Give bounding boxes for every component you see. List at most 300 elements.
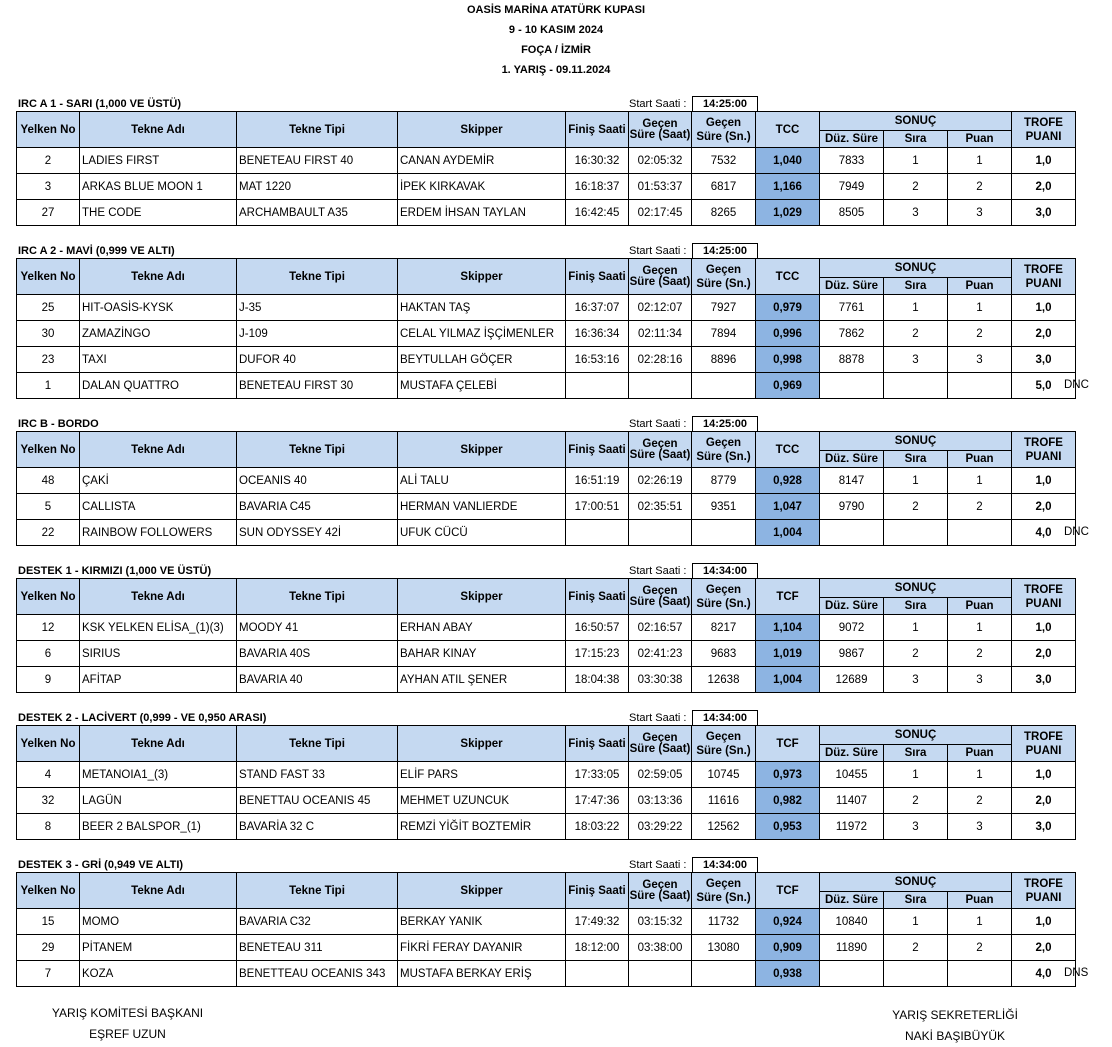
cell-gecen-sure-saat: 02:05:32	[629, 148, 692, 174]
cell-yelken-no: 5	[17, 494, 80, 520]
committee-signature	[30, 1003, 225, 1045]
cell-trofe-puani: 1,0	[1012, 762, 1076, 788]
cell-sira: 3	[884, 200, 948, 226]
cell-duz-sure: 7862	[820, 321, 884, 347]
cell-tekne-adi: HIT-OASİS-KYSK	[80, 295, 237, 321]
cell-tekne-tipi: STAND FAST 33	[237, 762, 398, 788]
col-sonuc: SONUÇ	[820, 432, 1012, 451]
cell-gecen-sure-sn: 13080	[692, 935, 756, 961]
cell-trofe-puani: 2,0	[1012, 321, 1076, 347]
cell-skipper: UFUK CÜCÜ	[398, 520, 566, 546]
cell-trofe-puani: 2,0	[1012, 788, 1076, 814]
cell-sira: 2	[884, 174, 948, 200]
cell-duz-sure: 8505	[820, 200, 884, 226]
col-yelken-no: Yelken No	[17, 259, 80, 295]
cell-gecen-sure-saat: 02:41:23	[629, 641, 692, 667]
cell-tekne-adi: LAGÜN	[80, 788, 237, 814]
col-duz-sure: Düz. Süre	[820, 451, 884, 468]
cell-tekne-adi: DALAN QUATTRO	[80, 373, 237, 399]
col-finis-saati: Finiş Saati	[566, 432, 629, 468]
col-gecen-sure-sn: Geçen Süre (Sn.)	[692, 112, 756, 148]
cell-duz-sure: 12689	[820, 667, 884, 693]
col-gecen-sure-sn: Geçen Süre (Sn.)	[692, 873, 756, 909]
cell-gecen-sure-sn	[692, 373, 756, 399]
cell-skipper: REMZİ YİĞİT BOZTEMİR	[398, 814, 566, 840]
cell-puan	[948, 520, 1012, 546]
committee-name: EŞREF UZUN	[89, 1027, 166, 1041]
col-sira: Sıra	[884, 598, 948, 615]
cell-duz-sure: 7833	[820, 148, 884, 174]
cell-finis-saati: 17:49:32	[566, 909, 629, 935]
cell-gecen-sure-saat	[629, 961, 692, 987]
col-tekne-tipi: Tekne Tipi	[237, 112, 398, 148]
col-tekne-adi: Tekne Adı	[80, 726, 237, 762]
col-trofe-puani: TROFE PUANI	[1012, 259, 1076, 295]
table-row	[17, 347, 1076, 373]
cell-factor: 1,004	[756, 667, 820, 693]
col-tekne-tipi: Tekne Tipi	[237, 873, 398, 909]
cell-yelken-no: 27	[17, 200, 80, 226]
col-trofe-puani: TROFE PUANI	[1012, 112, 1076, 148]
event-location: FOÇA / İZMİR	[521, 44, 591, 56]
cell-duz-sure: 10455	[820, 762, 884, 788]
cell-trofe-puani: 3,0	[1012, 347, 1076, 373]
cell-factor: 1,004	[756, 520, 820, 546]
cell-skipper: FİKRİ FERAY DAYANIR	[398, 935, 566, 961]
col-sira: Sıra	[884, 745, 948, 762]
cell-gecen-sure-saat: 03:38:00	[629, 935, 692, 961]
col-yelken-no: Yelken No	[17, 112, 80, 148]
col-gecen-sure-sn: Geçen Süre (Sn.)	[692, 726, 756, 762]
start-time-value: 14:25:00	[692, 243, 758, 259]
cell-tekne-adi: SIRIUS	[80, 641, 237, 667]
cell-gecen-sure-saat: 03:13:36	[629, 788, 692, 814]
cell-factor: 1,019	[756, 641, 820, 667]
col-sonuc: SONUÇ	[820, 579, 1012, 598]
cell-gecen-sure-sn: 7532	[692, 148, 756, 174]
col-yelken-no: Yelken No	[17, 726, 80, 762]
cell-gecen-sure-sn: 6817	[692, 174, 756, 200]
cell-skipper: CELAL YILMAZ İŞÇİMENLER	[398, 321, 566, 347]
cell-trofe-puani: 1,0	[1012, 295, 1076, 321]
cell-puan: 1	[948, 468, 1012, 494]
start-time-label: Start Saati :	[629, 712, 687, 724]
cell-puan: 2	[948, 494, 1012, 520]
cell-gecen-sure-saat	[629, 373, 692, 399]
results-table	[16, 431, 1076, 546]
cell-duz-sure: 9867	[820, 641, 884, 667]
section-title: DESTEK 3 - GRİ (0,949 VE ALTI)	[18, 859, 184, 871]
cell-finis-saati: 16:36:34	[566, 321, 629, 347]
cell-skipper: MEHMET UZUNCUK	[398, 788, 566, 814]
col-tekne-tipi: Tekne Tipi	[237, 579, 398, 615]
cell-tekne-adi: KSK YELKEN ELİSA_(1)(3)	[80, 615, 237, 641]
col-sira: Sıra	[884, 131, 948, 148]
cell-gecen-sure-saat: 02:35:51	[629, 494, 692, 520]
cell-finis-saati: 17:33:05	[566, 762, 629, 788]
cell-duz-sure: 8147	[820, 468, 884, 494]
cell-tekne-adi: KOZA	[80, 961, 237, 987]
cell-puan: 1	[948, 615, 1012, 641]
cell-puan: 1	[948, 762, 1012, 788]
table-row	[17, 788, 1076, 814]
start-time-value: 14:34:00	[692, 710, 758, 726]
col-finis-saati: Finiş Saati	[566, 579, 629, 615]
results-table	[16, 111, 1076, 226]
cell-gecen-sure-sn: 11732	[692, 909, 756, 935]
cell-gecen-sure-saat: 03:15:32	[629, 909, 692, 935]
cell-duz-sure: 7761	[820, 295, 884, 321]
col-tekne-adi: Tekne Adı	[80, 873, 237, 909]
col-sira: Sıra	[884, 892, 948, 909]
secretariat-name: NAKİ BAŞIBÜYÜK	[904, 1029, 1006, 1043]
col-finis-saati: Finiş Saati	[566, 259, 629, 295]
cell-tekne-tipi: BENETEAU FIRST 40	[237, 148, 398, 174]
cell-trofe-puani: 2,0	[1012, 935, 1076, 961]
cell-sira	[884, 520, 948, 546]
cell-duz-sure: 8878	[820, 347, 884, 373]
table-row	[17, 174, 1076, 200]
cell-duz-sure	[820, 961, 884, 987]
col-skipper: Skipper	[398, 432, 566, 468]
cell-gecen-sure-saat: 02:16:57	[629, 615, 692, 641]
cell-tekne-tipi: BAVARIA 40	[237, 667, 398, 693]
col-skipper: Skipper	[398, 112, 566, 148]
event-dates: 9 - 10 KASIM 2024	[508, 24, 604, 36]
cell-puan	[948, 373, 1012, 399]
cell-finis-saati: 17:47:36	[566, 788, 629, 814]
cell-skipper: CANAN AYDEMİR	[398, 148, 566, 174]
col-factor: TCF	[756, 726, 820, 762]
col-sonuc: SONUÇ	[820, 873, 1012, 892]
cell-gecen-sure-saat: 02:59:05	[629, 762, 692, 788]
start-time-value: 14:25:00	[692, 416, 758, 432]
document-header	[0, 0, 1112, 80]
col-trofe-puani: TROFE PUANI	[1012, 579, 1076, 615]
table-row	[17, 148, 1076, 174]
cell-tekne-tipi: BENETEAU FIRST 30	[237, 373, 398, 399]
cell-finis-saati: 18:03:22	[566, 814, 629, 840]
col-factor: TCF	[756, 579, 820, 615]
cell-skipper: ALİ TALU	[398, 468, 566, 494]
results-table	[16, 578, 1076, 693]
cell-gecen-sure-sn: 10745	[692, 762, 756, 788]
table-row	[17, 909, 1076, 935]
cell-puan: 3	[948, 667, 1012, 693]
col-tekne-tipi: Tekne Tipi	[237, 726, 398, 762]
cell-tekne-adi: MOMO	[80, 909, 237, 935]
cell-puan: 1	[948, 295, 1012, 321]
cell-puan	[948, 961, 1012, 987]
cell-duz-sure: 10840	[820, 909, 884, 935]
cell-factor: 1,040	[756, 148, 820, 174]
cell-yelken-no: 12	[17, 615, 80, 641]
cell-tekne-tipi: J-109	[237, 321, 398, 347]
col-gecen-sure-saat: Geçen Süre (Saat)	[629, 112, 692, 148]
table-row	[17, 814, 1076, 840]
table-row	[17, 373, 1076, 399]
cell-gecen-sure-sn: 8896	[692, 347, 756, 373]
cell-gecen-sure-sn: 7927	[692, 295, 756, 321]
cell-finis-saati: 18:12:00	[566, 935, 629, 961]
status-note: DNC	[1064, 379, 1089, 391]
start-time-value: 14:34:00	[692, 857, 758, 873]
cell-sira: 1	[884, 295, 948, 321]
cell-duz-sure	[820, 520, 884, 546]
cell-skipper: MUSTAFA ÇELEBİ	[398, 373, 566, 399]
cell-skipper: ERHAN ABAY	[398, 615, 566, 641]
cell-puan: 1	[948, 148, 1012, 174]
col-sira: Sıra	[884, 278, 948, 295]
cell-finis-saati: 16:18:37	[566, 174, 629, 200]
cell-trofe-puani: 2,0	[1012, 494, 1076, 520]
table-row	[17, 200, 1076, 226]
cell-tekne-adi: ARKAS BLUE MOON 1	[80, 174, 237, 200]
cell-skipper: ELİF PARS	[398, 762, 566, 788]
cell-puan: 2	[948, 641, 1012, 667]
cell-tekne-adi: ÇAKİ	[80, 468, 237, 494]
start-time-label: Start Saati :	[629, 859, 687, 871]
cell-gecen-sure-sn: 12638	[692, 667, 756, 693]
cell-gecen-sure-saat: 01:53:37	[629, 174, 692, 200]
start-time-label: Start Saati :	[629, 98, 687, 110]
cell-tekne-adi: LADIES FIRST	[80, 148, 237, 174]
results-table	[16, 725, 1076, 840]
cell-finis-saati: 16:53:16	[566, 347, 629, 373]
cell-factor: 0,982	[756, 788, 820, 814]
col-gecen-sure-sn: Geçen Süre (Sn.)	[692, 259, 756, 295]
table-row	[17, 468, 1076, 494]
col-duz-sure: Düz. Süre	[820, 745, 884, 762]
col-duz-sure: Düz. Süre	[820, 892, 884, 909]
cell-sira: 3	[884, 347, 948, 373]
col-skipper: Skipper	[398, 726, 566, 762]
cell-sira: 2	[884, 494, 948, 520]
cell-tekne-tipi: BAVARIA 40S	[237, 641, 398, 667]
cell-gecen-sure-saat: 03:29:22	[629, 814, 692, 840]
cell-skipper: BAHAR KINAY	[398, 641, 566, 667]
cell-finis-saati: 18:04:38	[566, 667, 629, 693]
cell-trofe-puani: 1,0	[1012, 615, 1076, 641]
cell-yelken-no: 32	[17, 788, 80, 814]
cell-tekne-tipi: BAVARİA 32 C	[237, 814, 398, 840]
col-yelken-no: Yelken No	[17, 873, 80, 909]
col-duz-sure: Düz. Süre	[820, 278, 884, 295]
section-title: IRC B - BORDO	[18, 418, 99, 430]
cell-yelken-no: 48	[17, 468, 80, 494]
cell-factor: 0,953	[756, 814, 820, 840]
cell-yelken-no: 1	[17, 373, 80, 399]
col-tekne-tipi: Tekne Tipi	[237, 259, 398, 295]
cell-tekne-adi: CALLISTA	[80, 494, 237, 520]
cell-tekne-adi: METANOIA1_(3)	[80, 762, 237, 788]
cell-sira: 2	[884, 788, 948, 814]
cell-tekne-tipi: MAT 1220	[237, 174, 398, 200]
status-note: DNS	[1064, 967, 1089, 979]
cell-finis-saati	[566, 373, 629, 399]
cell-gecen-sure-saat: 03:30:38	[629, 667, 692, 693]
cell-skipper: ERDEM İHSAN TAYLAN	[398, 200, 566, 226]
start-time-label: Start Saati :	[629, 418, 687, 430]
col-tekne-adi: Tekne Adı	[80, 579, 237, 615]
table-row	[17, 667, 1076, 693]
cell-tekne-adi: ZAMAZİNGO	[80, 321, 237, 347]
cell-yelken-no: 22	[17, 520, 80, 546]
col-duz-sure: Düz. Süre	[820, 598, 884, 615]
col-trofe-puani: TROFE PUANI	[1012, 726, 1076, 762]
cell-yelken-no: 29	[17, 935, 80, 961]
cell-sira: 2	[884, 935, 948, 961]
cell-skipper: BERKAY YANIK	[398, 909, 566, 935]
cell-gecen-sure-sn: 9351	[692, 494, 756, 520]
cell-tekne-tipi: MOODY 41	[237, 615, 398, 641]
cell-duz-sure: 11890	[820, 935, 884, 961]
cell-trofe-puani: 2,0	[1012, 174, 1076, 200]
cell-gecen-sure-saat: 02:26:19	[629, 468, 692, 494]
cell-finis-saati: 16:30:32	[566, 148, 629, 174]
cell-trofe-puani: 3,0	[1012, 814, 1076, 840]
cell-tekne-adi: AFİTAP	[80, 667, 237, 693]
col-skipper: Skipper	[398, 259, 566, 295]
cell-sira: 1	[884, 468, 948, 494]
start-time-value: 14:34:00	[692, 563, 758, 579]
cell-sira: 1	[884, 148, 948, 174]
cell-puan: 3	[948, 200, 1012, 226]
col-puan: Puan	[948, 131, 1012, 148]
start-time-label: Start Saati :	[629, 245, 687, 257]
cell-gecen-sure-sn: 7894	[692, 321, 756, 347]
col-tekne-adi: Tekne Adı	[80, 259, 237, 295]
cell-tekne-adi: BEER 2 BALSPOR_(1)	[80, 814, 237, 840]
col-gecen-sure-saat: Geçen Süre (Saat)	[629, 259, 692, 295]
col-yelken-no: Yelken No	[17, 432, 80, 468]
cell-duz-sure: 11407	[820, 788, 884, 814]
cell-yelken-no: 7	[17, 961, 80, 987]
table-row	[17, 520, 1076, 546]
cell-tekne-tipi: BENETEAU 311	[237, 935, 398, 961]
results-table	[16, 872, 1076, 987]
cell-sira: 2	[884, 321, 948, 347]
cell-sira: 1	[884, 909, 948, 935]
col-factor: TCC	[756, 432, 820, 468]
col-gecen-sure-saat: Geçen Süre (Saat)	[629, 873, 692, 909]
col-skipper: Skipper	[398, 873, 566, 909]
col-sonuc: SONUÇ	[820, 259, 1012, 278]
table-row	[17, 641, 1076, 667]
col-puan: Puan	[948, 451, 1012, 468]
event-title: OASİS MARİNA ATATÜRK KUPASI	[466, 4, 646, 16]
cell-gecen-sure-sn: 9683	[692, 641, 756, 667]
cell-tekne-tipi: SUN ODYSSEY 42İ	[237, 520, 398, 546]
cell-yelken-no: 9	[17, 667, 80, 693]
secretariat-title: YARIŞ SEKRETERLİĞİ	[892, 1008, 1018, 1022]
cell-factor: 0,924	[756, 909, 820, 935]
cell-factor: 0,909	[756, 935, 820, 961]
cell-puan: 3	[948, 814, 1012, 840]
cell-sira	[884, 961, 948, 987]
cell-factor: 0,969	[756, 373, 820, 399]
cell-puan: 2	[948, 788, 1012, 814]
cell-puan: 1	[948, 909, 1012, 935]
start-time-value: 14:25:00	[692, 96, 758, 112]
col-factor: TCC	[756, 259, 820, 295]
cell-yelken-no: 23	[17, 347, 80, 373]
cell-factor: 1,104	[756, 615, 820, 641]
section-title: DESTEK 1 - KIRMIZI (1,000 VE ÜSTÜ)	[18, 565, 212, 577]
table-row	[17, 935, 1076, 961]
cell-gecen-sure-sn	[692, 520, 756, 546]
committee-title: YARIŞ KOMİTESİ BAŞKANI	[51, 1006, 204, 1020]
cell-puan: 3	[948, 347, 1012, 373]
col-puan: Puan	[948, 598, 1012, 615]
col-tekne-tipi: Tekne Tipi	[237, 432, 398, 468]
cell-gecen-sure-saat: 02:17:45	[629, 200, 692, 226]
cell-skipper: İPEK KIRKAVAK	[398, 174, 566, 200]
cell-tekne-tipi: DUFOR 40	[237, 347, 398, 373]
start-time-label: Start Saati :	[629, 565, 687, 577]
cell-finis-saati: 16:42:45	[566, 200, 629, 226]
cell-tekne-tipi: BENETTEAU OCEANIS 343	[237, 961, 398, 987]
cell-puan: 2	[948, 174, 1012, 200]
col-sonuc: SONUÇ	[820, 726, 1012, 745]
cell-tekne-adi: PİTANEM	[80, 935, 237, 961]
cell-tekne-tipi: J-35	[237, 295, 398, 321]
cell-gecen-sure-sn: 11616	[692, 788, 756, 814]
cell-finis-saati: 16:37:07	[566, 295, 629, 321]
cell-yelken-no: 8	[17, 814, 80, 840]
cell-factor: 0,979	[756, 295, 820, 321]
cell-yelken-no: 3	[17, 174, 80, 200]
cell-finis-saati: 16:50:57	[566, 615, 629, 641]
col-factor: TCF	[756, 873, 820, 909]
table-row	[17, 961, 1076, 987]
cell-factor: 0,973	[756, 762, 820, 788]
cell-factor: 1,029	[756, 200, 820, 226]
cell-gecen-sure-saat: 02:12:07	[629, 295, 692, 321]
cell-skipper: HERMAN VANLIERDE	[398, 494, 566, 520]
table-row	[17, 615, 1076, 641]
cell-tekne-tipi: BAVARIA C45	[237, 494, 398, 520]
cell-finis-saati: 17:15:23	[566, 641, 629, 667]
cell-duz-sure: 7949	[820, 174, 884, 200]
cell-gecen-sure-saat: 02:28:16	[629, 347, 692, 373]
secretariat-signature	[860, 1005, 1050, 1047]
cell-sira: 1	[884, 615, 948, 641]
cell-gecen-sure-saat	[629, 520, 692, 546]
cell-tekne-tipi: BAVARIA C32	[237, 909, 398, 935]
cell-trofe-puani: 1,0	[1012, 148, 1076, 174]
cell-skipper: BEYTULLAH GÖÇER	[398, 347, 566, 373]
cell-factor: 1,166	[756, 174, 820, 200]
cell-tekne-tipi: OCEANIS 40	[237, 468, 398, 494]
cell-gecen-sure-sn: 12562	[692, 814, 756, 840]
status-note: DNC	[1064, 526, 1089, 538]
col-sonuc: SONUÇ	[820, 112, 1012, 131]
results-table	[16, 258, 1076, 399]
col-duz-sure: Düz. Süre	[820, 131, 884, 148]
cell-tekne-adi: TAXI	[80, 347, 237, 373]
table-row	[17, 762, 1076, 788]
cell-sira: 1	[884, 762, 948, 788]
cell-factor: 0,938	[756, 961, 820, 987]
cell-gecen-sure-saat: 02:11:34	[629, 321, 692, 347]
cell-trofe-puani: 5,0	[1012, 373, 1076, 399]
cell-factor: 1,047	[756, 494, 820, 520]
col-gecen-sure-saat: Geçen Süre (Saat)	[629, 432, 692, 468]
cell-trofe-puani: 3,0	[1012, 667, 1076, 693]
cell-tekne-adi: THE CODE	[80, 200, 237, 226]
cell-gecen-sure-sn: 8779	[692, 468, 756, 494]
